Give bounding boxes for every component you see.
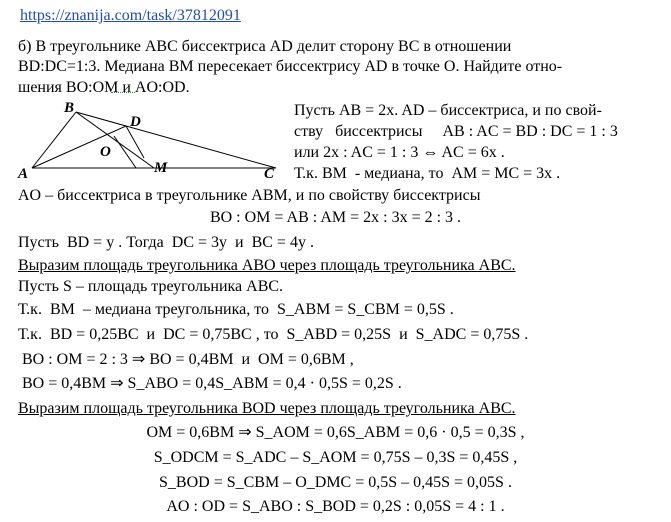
label-c: C [264,166,275,180]
body-line-9: BO = 0,4BM ⇒ S_ABO = 0,4S_ABM = 0,4 · 0,5S = 0,2S . [18,375,402,392]
side-line-1: Пусть AB = 2x. AD – биссектриса, и по свой- [294,102,602,119]
body-line-3: Пусть BD = y . Тогда DC = 3y и BC = 4y . [18,234,314,251]
label-a: A [18,166,29,180]
spellcheck-underline [111,89,135,93]
segment-om [114,136,136,168]
side-line-2: ству биссектрисы AB : AC = BD : DC = 1 : 3 [294,123,618,140]
section-heading-bod: Выразим площадь треугольника BOD через площадь треугольника ABC. [18,400,516,417]
triangle-figure [14,98,289,180]
section-heading-abo: Выразим площадь треугольника ABO через площадь треугольника ABC. [18,257,516,274]
body-line-14: AO : OD = S_ABO : S_BOD = 0,2S : 0,05S = 4 : 1 . [166,498,505,515]
median-bm [76,112,154,168]
label-m: M [154,160,168,176]
body-line-13: S_BOD = S_CBM – O_DMC = 0,5S – 0,45S = 0,05S . [159,474,512,491]
side-line-3: или 2x : AC = 1 : 3 ⇔ AC = 6x . [294,144,505,161]
body-line-12: S_ODCM = S_ADC – S_AOM = 0,75S – 0,3S = 0,45S , [153,449,518,466]
body-line-6: Т.к. BM – медиана треугольника, то S_ABM = S_CBM = 0,5S . [18,301,454,318]
body-line-1: AO – биссектриса в треугольнике ABM, и по свойству биссектрисы [18,187,481,204]
body-line-11: OM = 0,6BM ⇒ S_AOM = 0,6S_ABM = 0,6 · 0,5 = 0,3S , [146,424,525,441]
problem-line-1: б) В треугольнике ABC биссектриса AD делит сторону BC в отношении [18,38,512,55]
body-line-7: Т.к. BD = 0,25BC и DC = 0,75BC , то S_ABD = 0,25S и S_ADC = 0,75S . [18,326,529,343]
label-d: D [130,114,141,130]
body-line-8: BO : OM = 2 : 3 ⇒ BO = 0,4BM и OM = 0,6BM , [18,351,354,368]
body-line-5: Пусть S – площадь треугольника ABC. [18,278,284,295]
task-link[interactable]: https://znanija.com/task/37812091 [20,7,241,24]
bisector-ad [32,126,126,168]
body-line-2: BO : OM = AB : AM = 2x : 3x = 2 : 3 . [209,209,462,226]
label-b: B [64,100,75,116]
problem-line-2: BD:DC=1:3. Медиана BM пересекает биссектрису AD в точке O. Найдите отно- [18,58,563,75]
problem-line-3: шения BO:OM и AO:OD. [18,79,190,96]
label-o: O [100,144,111,160]
side-line-4: Т.к. BM - медиана, то AM = MC = 3x . [294,165,561,182]
side-ab [32,112,76,168]
